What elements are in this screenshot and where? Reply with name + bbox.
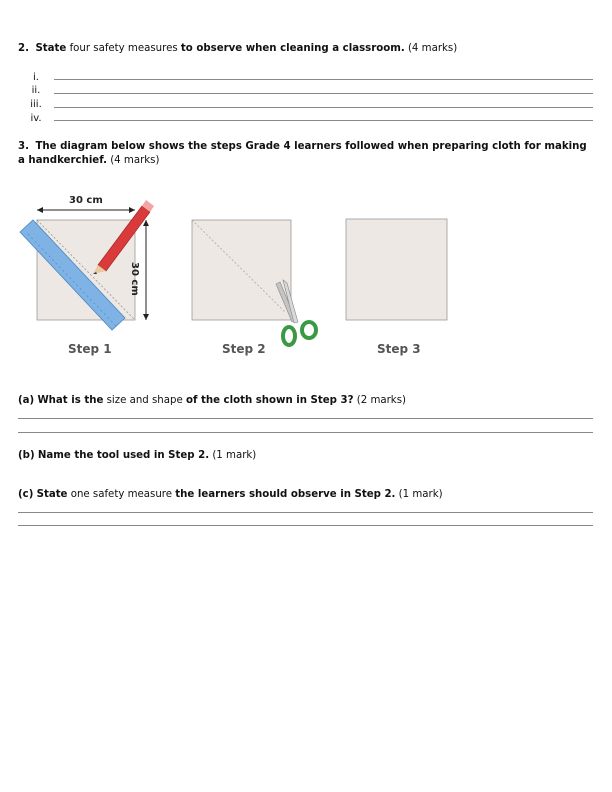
question-3b xyxy=(18,449,256,463)
question-2 xyxy=(18,42,457,56)
q3a-plain: size and shape xyxy=(103,395,186,406)
answer-line[interactable] xyxy=(18,512,593,513)
steps-diagram xyxy=(0,190,612,390)
q3-marks: (4 marks) xyxy=(106,155,160,166)
q3a-bold1: What is the xyxy=(37,395,104,406)
q2-marks: (4 marks) xyxy=(404,43,458,54)
q3a-marks: (2 marks) xyxy=(353,395,406,406)
q3c-label: (c) xyxy=(18,489,34,500)
q2-numeral-iv: iv. xyxy=(30,113,42,124)
step1-label: Step 1 xyxy=(68,342,112,356)
height-dimension-label: 30 cm xyxy=(129,262,140,296)
answer-line[interactable] xyxy=(54,93,593,94)
question-3 xyxy=(18,140,598,168)
q3c-marks: (1 mark) xyxy=(395,489,443,500)
answer-line[interactable] xyxy=(54,120,593,121)
q3-number: 3. xyxy=(18,141,29,152)
height-dimension-arrow xyxy=(143,220,149,320)
q3c-bold1: State xyxy=(36,489,68,500)
q2-numeral-i: i. xyxy=(33,72,39,83)
answer-line[interactable] xyxy=(54,79,593,80)
question-3c xyxy=(18,488,443,502)
answer-line[interactable] xyxy=(18,525,593,526)
q3b-label: (b) xyxy=(18,450,35,461)
step3-label: Step 3 xyxy=(377,342,421,356)
q2-verb: State xyxy=(35,43,67,54)
answer-line[interactable] xyxy=(18,432,593,433)
step3-cloth xyxy=(346,219,447,320)
q3c-plain: one safety measure xyxy=(67,489,176,500)
q3b-marks: (1 mark) xyxy=(209,450,257,461)
q2-number: 2. xyxy=(18,43,29,54)
q3-text-line2: a handkerchief. xyxy=(18,155,107,166)
q3a-label: (a) xyxy=(18,395,35,406)
q2-bold-tail: to observe when cleaning a classroom. xyxy=(180,43,405,54)
q3c-bold2: the learners should observe in Step 2. xyxy=(175,489,396,500)
q2-numeral-ii: ii. xyxy=(31,85,41,96)
step2-label: Step 2 xyxy=(222,342,266,356)
q3a-bold2: of the cloth shown in Step 3? xyxy=(185,395,354,406)
q2-mid: four safety measures xyxy=(66,43,181,54)
q3-text-line1: The diagram below shows the steps Grade 4 learners followed when preparing cloth for making xyxy=(35,141,587,152)
q2-numeral-iii: iii. xyxy=(30,99,42,110)
width-dimension-arrow xyxy=(37,207,135,213)
answer-line[interactable] xyxy=(18,418,593,419)
answer-line[interactable] xyxy=(54,107,593,108)
q3b-bold1: Name the tool used in Step 2. xyxy=(37,450,210,461)
question-3a xyxy=(18,394,406,408)
width-dimension-label: 30 cm xyxy=(69,195,103,206)
